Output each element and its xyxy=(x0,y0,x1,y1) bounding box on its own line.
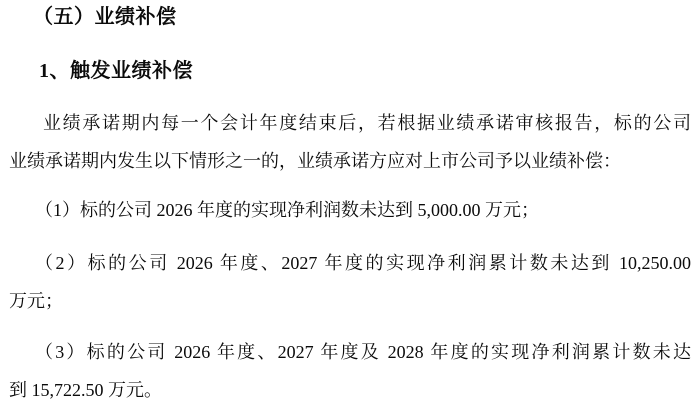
intro-paragraph-line-2: 业绩承诺期内发生以下情形之一的，业绩承诺方应对上市公司予以业绩补偿： xyxy=(9,151,621,171)
condition-item-2-line-1: （2）标的公司 2026 年度、2027 年度的实现净利润累计数未达到 10,250.00 xyxy=(35,253,691,273)
condition-item-3-line-2: 到 15,722.50 万元。 xyxy=(9,380,162,400)
section-heading: （五）业绩补偿 xyxy=(33,6,177,28)
condition-item-3-line-1: （3）标的公司 2026 年度、2027 年度及 2028 年度的实现净利润累计数未达 xyxy=(35,342,691,362)
condition-item-2-line-2: 万元； xyxy=(9,291,63,311)
condition-item-1: （1）标的公司 2026 年度的实现净利润数未达到 5,000.00 万元； xyxy=(35,200,539,220)
intro-paragraph-line-1: 业绩承诺期内每一个会计年度结束后，若根据业绩承诺审核报告，标的公司 xyxy=(43,113,691,133)
subsection-heading: 1、触发业绩补偿 xyxy=(39,60,193,82)
